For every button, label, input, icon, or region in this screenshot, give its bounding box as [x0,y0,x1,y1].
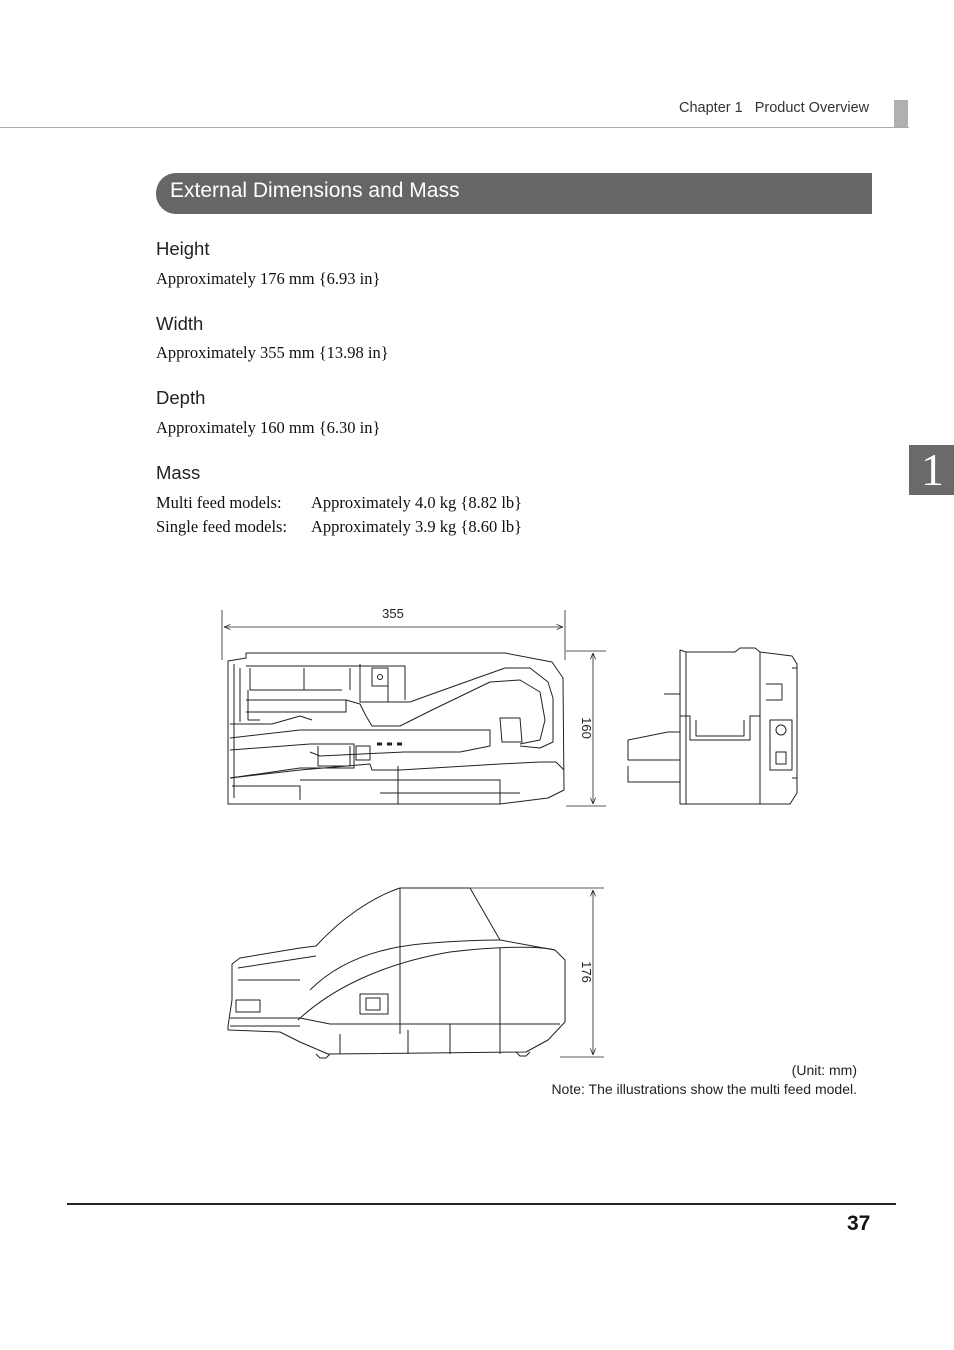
mass-label-single: Single feed models: [156,517,288,536]
unit-note: (Unit: mm) [791,1062,857,1078]
section-title: External Dimensions and Mass [170,179,460,202]
mass-value-multi: Approximately 4.0 kg {8.82 lb} [311,493,523,512]
depth-dimension-label: 160 [579,717,594,739]
footer-rule [67,1203,896,1205]
page-number: 37 [847,1212,871,1235]
width-heading: Width [156,313,204,334]
front-view-drawing [228,888,565,1058]
mass-label-multi: Multi feed models: [156,493,282,512]
width-dimension-label: 355 [382,606,404,621]
height-heading: Height [156,238,210,259]
width-value: Approximately 355 mm {13.98 in} [156,343,389,362]
depth-value: Approximately 160 mm {6.30 in} [156,418,381,437]
header-section: Product Overview [754,100,870,116]
chapter-tab-number: 1 [921,444,944,495]
header-chapter: Chapter 1 [679,100,743,116]
mass-value-single: Approximately 3.9 kg {8.60 lb} [311,517,523,536]
illustration-note: Note: The illustrations show the multi feed model. [551,1081,857,1097]
depth-heading: Depth [156,387,206,408]
height-value: Approximately 176 mm {6.93 in} [156,269,381,288]
rear-view-drawing [628,648,797,804]
mass-heading: Mass [156,462,201,483]
top-view-drawing [228,653,564,804]
height-dimension-label: 176 [579,961,594,983]
